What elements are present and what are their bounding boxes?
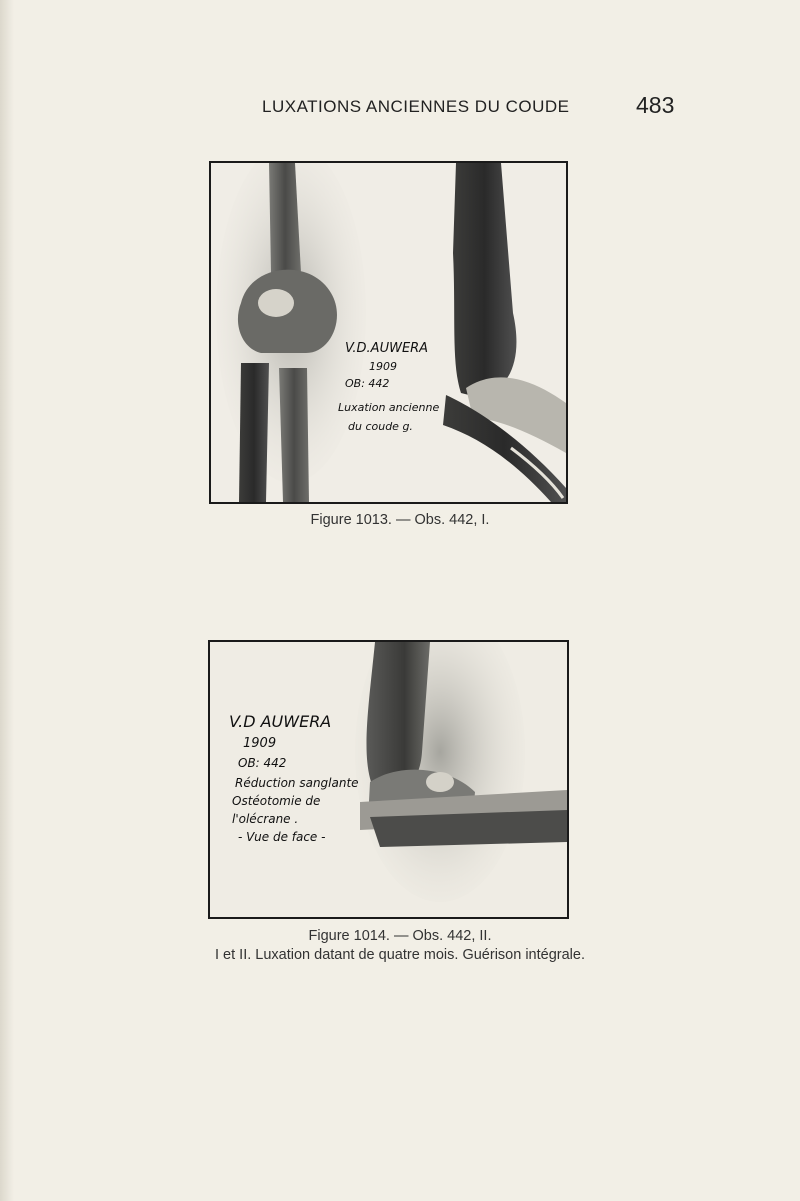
annotation-line7: - Vue de face - bbox=[238, 830, 326, 844]
annotation-line3: OB: 442 bbox=[345, 377, 390, 390]
annotation-line1: V.D AUWERA bbox=[229, 712, 332, 731]
page-number: 483 bbox=[636, 92, 675, 118]
running-title: LUXATIONS ANCIENNES DU COUDE bbox=[262, 97, 570, 116]
figure-1013-caption: Figure 1013. — Obs. 442, I. bbox=[310, 512, 490, 528]
annotation-line3: OB: 442 bbox=[238, 756, 287, 770]
annotation-line5: du coude g. bbox=[348, 420, 413, 433]
xray-1013-image bbox=[211, 163, 566, 502]
figure-1014-radiograph bbox=[208, 640, 569, 919]
page-edge-shadow bbox=[0, 0, 14, 1201]
annotation-line6: l'olécrane . bbox=[232, 812, 299, 826]
annotation-line4: Réduction sanglante bbox=[235, 776, 359, 790]
figure-1014-caption: Figure 1014. — Obs. 442, II. bbox=[308, 928, 492, 944]
annotation-line4: Luxation ancienne bbox=[338, 401, 440, 414]
annotation-line5: Ostéotomie de bbox=[232, 794, 321, 808]
figure-legend: I et II. Luxation datant de quatre mois. Guérison intégrale. bbox=[215, 947, 585, 963]
annotation-line1: V.D.AUWERA bbox=[345, 341, 429, 356]
annotation-line2: 1909 bbox=[369, 360, 397, 373]
figure-1013-radiograph bbox=[209, 161, 568, 504]
annotation-line2: 1909 bbox=[243, 736, 277, 751]
